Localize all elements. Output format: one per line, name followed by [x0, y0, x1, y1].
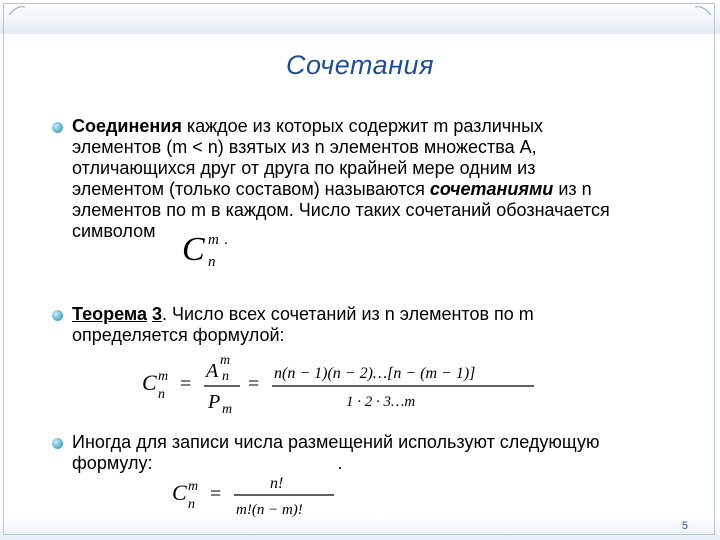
bullet-1-icon: [52, 122, 63, 133]
main-a-sub: n: [222, 369, 229, 384]
paragraph-alternative: [72, 432, 680, 474]
combination-symbol-formula: [180, 224, 260, 272]
p1-line-4: [72, 179, 680, 200]
symbol-sup-m: m: [208, 232, 219, 248]
p1-line-4-text: элементом (только составом) называются: [72, 179, 430, 199]
p1-line-1: [72, 116, 680, 137]
p3-line-2: [72, 453, 680, 474]
main-denominator: 1 · 2 · 3…m: [346, 394, 416, 410]
slide-title: Сочетания: [286, 50, 434, 80]
p1-line-5: элементов по m в каждом. Число таких сочетаний обозначается: [72, 200, 610, 220]
symbol-c: C: [182, 231, 205, 268]
alt-sup-m: m: [188, 479, 199, 494]
symbol-dot: .: [224, 232, 228, 248]
page-number: 5: [681, 520, 688, 532]
main-c: C: [142, 370, 157, 395]
combinations-factorial-formula: [170, 470, 370, 526]
corner-ornament-left-icon: [8, 4, 26, 16]
theorem-number: 3: [151, 304, 162, 324]
corner-ornament-right-icon: [694, 4, 712, 16]
main-a: A: [206, 360, 219, 382]
alt-denominator: m!(n − m)!: [236, 502, 303, 518]
paragraph-theorem: [72, 304, 680, 346]
term-connections: Соединения: [72, 116, 182, 136]
alt-eq: =: [210, 483, 222, 505]
symbol-sub-n: n: [208, 254, 216, 270]
p1-line-6: символом: [72, 221, 156, 241]
main-sub-n: n: [158, 387, 165, 402]
main-eq-1: =: [180, 373, 192, 395]
alt-c: C: [172, 480, 187, 505]
p3-line-2-text: формулу:: [72, 453, 153, 473]
alt-numerator: n!: [270, 475, 284, 492]
alt-sub-n: n: [188, 497, 195, 512]
main-p: P: [208, 391, 221, 413]
main-sup-m: m: [158, 369, 169, 384]
paragraph-definition: [72, 116, 680, 242]
p3-line-1: Иногда для записи числа размещений используют следующую: [72, 432, 600, 452]
main-eq-2: =: [248, 373, 260, 395]
main-p-sub: m: [222, 402, 233, 417]
combinations-main-formula: [140, 350, 560, 420]
main-numerator: n(n − 1)(n − 2)…[n − (m − 1)]: [274, 365, 476, 382]
p1-line-2: элементов (m < n) взятых из n элементов множества A,: [72, 137, 537, 157]
term-combinations: сочетаниями: [429, 179, 554, 199]
p2-line-1-text: . Число всех сочетаний из n элементов по m: [162, 304, 534, 324]
bullet-2-icon: [52, 310, 63, 321]
p1-line-3: отличающихся друг от друга по крайней мере одним из: [72, 158, 536, 178]
p2-line-2: определяется формулой:: [72, 325, 285, 345]
main-a-sup: m: [220, 353, 231, 368]
p1-line-4-end: из n: [553, 179, 592, 199]
theorem-label: Теорема: [72, 304, 147, 324]
bullet-3-icon: [52, 438, 63, 449]
p2-line-1: [72, 304, 680, 325]
p3-line-2-dot: .: [337, 453, 343, 473]
p1-line-1-text: каждое из которых содержит m различных: [181, 116, 544, 136]
